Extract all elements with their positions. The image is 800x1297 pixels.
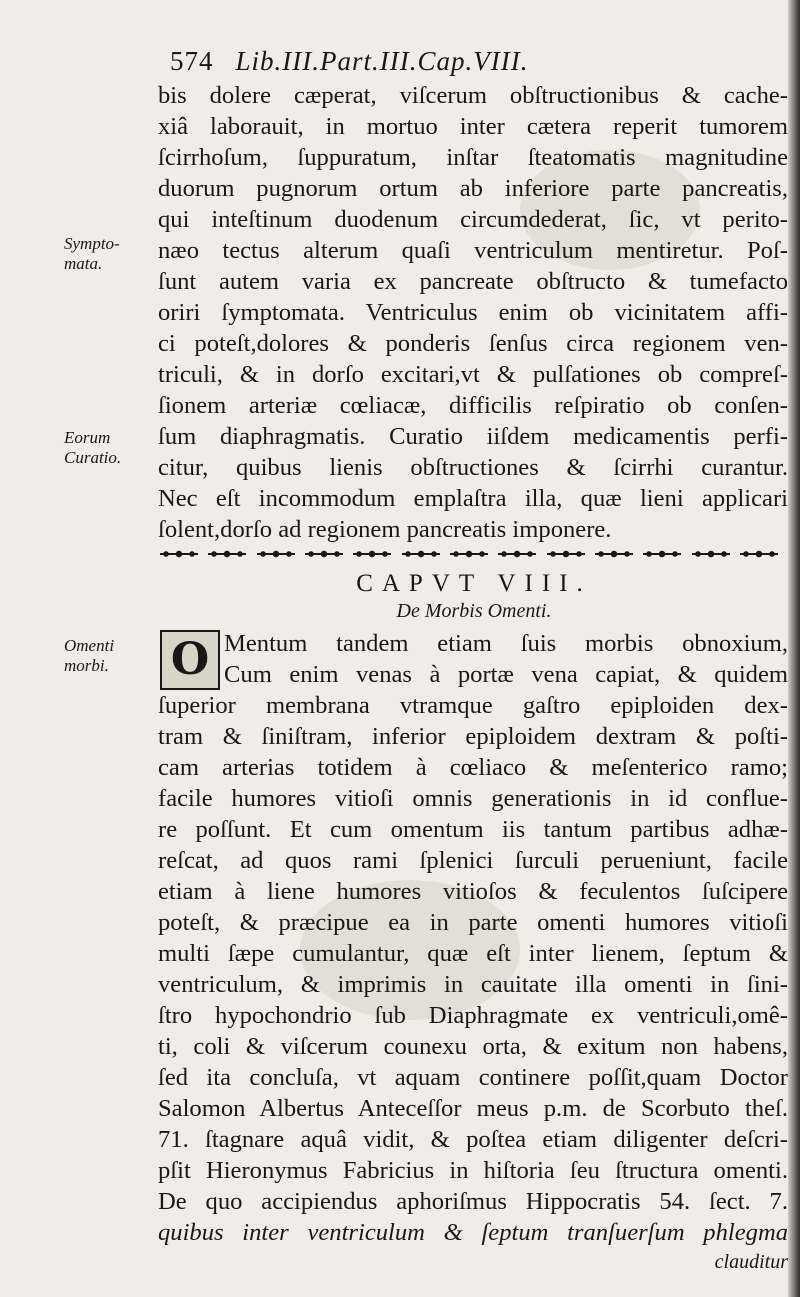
text-line: duorum pugnorum ortum ab inferiore parte pancreatis,: [158, 175, 788, 202]
chapter-title: CAPVT VIII.: [356, 570, 592, 597]
chapter-subtitle: De Morbis Omenti.: [396, 600, 552, 622]
ornament-icon: [643, 548, 681, 560]
text-line: næo tectus alterum quaſi ventriculum mentiretur. Poſ-: [158, 237, 788, 264]
running-head-title: Lib.III.Part.III.Cap.VIII.: [235, 46, 529, 76]
text-line: ſionem arteriæ cœliacæ, difficilis reſpiratio ob conſen-: [158, 392, 788, 419]
ornament-icon: [450, 548, 488, 560]
margin-note-symptomata: [64, 234, 120, 274]
text-line: bis dolere cæperat, viſcerum obſtructionibus & cache-: [158, 82, 788, 109]
ornament-icon: [740, 548, 778, 560]
margin-note-line: Sympto-: [64, 234, 120, 253]
text-line: etiam à liene humores vitioſos & feculentos ſuſcipere: [158, 878, 788, 905]
page-number: 574: [170, 46, 214, 76]
text-line: De quo accipiendus aphoriſmus Hippocratis 54. ſect. 7.: [158, 1188, 788, 1215]
text-line: reſcat, ad quos rami ſplenici ſurculi perueniunt, facile: [158, 847, 788, 874]
ornament-icon: [208, 548, 246, 560]
text-line: facile humores vitioſi omnis generationis in id conflue-: [158, 785, 788, 812]
text-line: cam arterias totidem à cœliaco & meſenterico ramo;: [158, 754, 788, 781]
text-line: Nec eſt incommodum emplaſtra illa, quæ lieni applicari: [158, 485, 788, 512]
text-line: xiâ laborauit, in mortuo inter cætera reperit tumorem: [158, 113, 788, 140]
text-line: ſcirrhoſum, ſuppuratum, inſtar ſteatomatis magnitudine: [158, 144, 788, 171]
ornament-icon: [160, 548, 198, 560]
ornament-icon: [257, 548, 295, 560]
text-line: tram & ſiniſtram, inferior epiploidem dextram & poſti-: [158, 723, 788, 750]
ornament-icon: [353, 548, 391, 560]
text-line: re poſſunt. Et cum omentum iis tantum partibus adhæ-: [158, 816, 788, 843]
text-line: quibus inter ventriculum & ſeptum tranſuerſum phlegma: [158, 1219, 788, 1246]
text-line: ſolent,dorſo ad regionem pancreatis imponere.: [158, 516, 612, 543]
text-line: triculi, & in dorſo excitari,vt & pulſationes ob compreſ-: [158, 361, 788, 388]
text-line: ſtro hypochondrio ſub Diaphragmate ex ventriculi,omê-: [158, 1002, 788, 1029]
margin-note-line: Omenti: [64, 636, 115, 655]
catchword: clauditur: [714, 1251, 788, 1273]
text-line: pſit Hieronymus Fabricius in hiſtoria ſeu ſtructura omenti.: [158, 1157, 788, 1184]
text-line: citur, quibus lienis obſtructiones & ſcirrhi curantur.: [158, 454, 788, 481]
ornament-icon: [498, 548, 536, 560]
margin-note-eorum-curatio: [64, 428, 121, 468]
margin-note-line: Eorum: [64, 428, 111, 447]
margin-note-line: morbi.: [64, 656, 109, 675]
ornament-icon: [305, 548, 343, 560]
text-line: Salomon Albertus Anteceſſor meus p.m. de Scorbuto theſ.: [158, 1095, 788, 1122]
text-line: 71. ſtagnare aquâ vidit, & poſtea etiam diligenter deſcri-: [158, 1126, 788, 1153]
ornament-icon: [402, 548, 440, 560]
text-line: ſunt autem varia ex pancreate obſtructo & tumefacto: [158, 268, 788, 295]
text-line: Mentum tandem etiam ſuis morbis obnoxium,: [224, 630, 788, 657]
text-line: ti, coli & viſcerum counexu orta, & exitum non habens,: [158, 1033, 788, 1060]
text-line: multi ſæpe cumulantur, quæ eſt inter lienem, ſeptum &: [158, 940, 788, 967]
text-line: ſuperior membrana vtramque gaſtro epiploiden dex-: [158, 692, 788, 719]
text-line: Cum enim venas à portæ vena capiat, & quidem: [224, 661, 788, 688]
ornament-icon: [692, 548, 730, 560]
text-line: oriri ſymptomata. Ventriculus enim ob vicinitatem affi-: [158, 299, 788, 326]
text-line: ſed ita concluſa, vt aquam continere poſſit,quam Doctor: [158, 1064, 788, 1091]
margin-note-line: mata.: [64, 254, 103, 273]
text-line: ſum diaphragmatis. Curatio iiſdem medicamentis perfi-: [158, 423, 788, 450]
running-head: [170, 46, 528, 77]
ornamental-divider: [160, 545, 778, 563]
decorated-initial: O: [160, 630, 220, 690]
page-edge-shadow: [788, 0, 800, 1297]
text-line: qui inteſtinum duodenum circumdederat, ſic, vt perito-: [158, 206, 788, 233]
ornament-icon: [595, 548, 633, 560]
ornament-icon: [547, 548, 585, 560]
margin-note-omenti-morbi: [64, 636, 114, 676]
margin-note-line: Curatio.: [64, 448, 122, 467]
text-line: ci poteſt,dolores & ponderis ſenſus circa regionem ven-: [158, 330, 788, 357]
text-line: poteſt, & præcipue ea in parte omenti humores vitioſi: [158, 909, 788, 936]
text-line: ventriculum, & imprimis in cauitate illa omenti in ſini-: [158, 971, 788, 998]
